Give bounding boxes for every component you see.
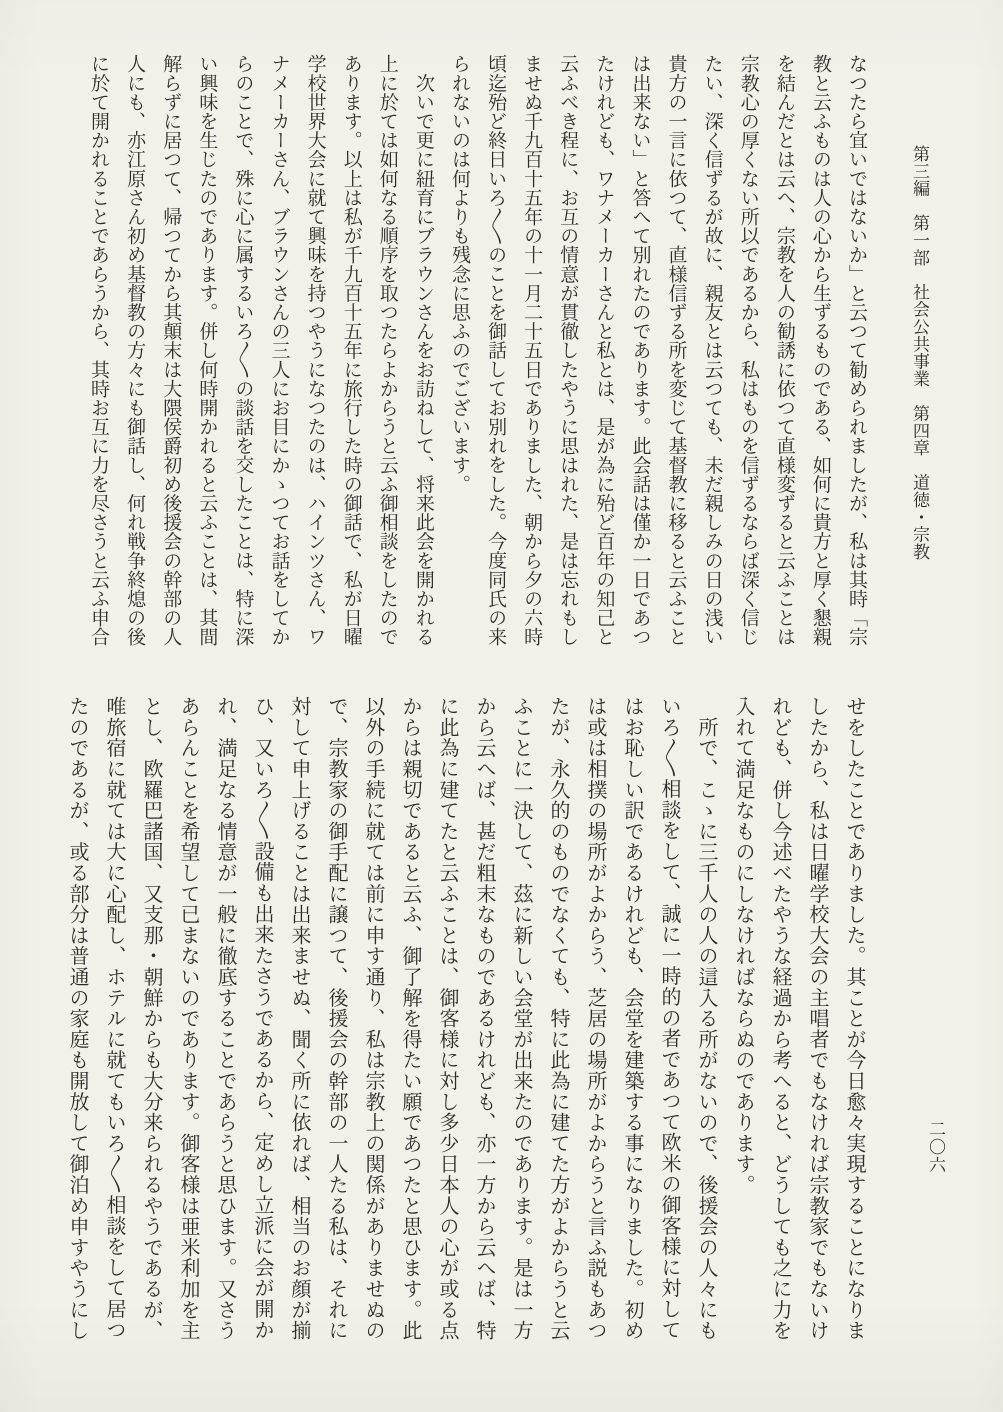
text-column: は或は相撲の場所がよからう、芝居の場所がよからうと言ふ説もあつ xyxy=(584,696,606,1341)
text-column: 解らずに居つて、帰つてから其顛末は大隈侯爵初め後援会の幹部の人 xyxy=(160,54,182,647)
text-column: 云ふべき程に、お互の情意が貫徹したやうに思はれた、是は忘れもし xyxy=(557,54,579,647)
text-column: 宗教心の厚くない所以であるから、私はものを信ずるならば深く信じ xyxy=(737,54,759,647)
text-column: は出来ない」と答へて別れたのであります。此会話は僅か一日であつ xyxy=(629,54,651,647)
text-column: ふことに一決して、茲に新しい会堂が出来たのであります。是は一方 xyxy=(510,696,532,1341)
text-column: い興味を生じたのであります。併し何時開かれると云ふことは、其間 xyxy=(196,54,218,647)
text-column: から云へば、甚だ粗末なものであるけれども、亦一方から云へば、特 xyxy=(473,696,495,1341)
text-column: らのことで、殊に心に属するいろ〱の談話を交したことは、特に深 xyxy=(232,54,254,646)
text-column: に於て開かれることであらうから、其時お互に力を尽さうと云ふ申合 xyxy=(88,54,110,647)
text-column: たけれども、ワナメーカーさんと私とは、是が為に殆ど百年の知己と xyxy=(593,54,615,647)
text-column: 頃迄殆ど終日いろ〱のことを御話してお別れをした。今度同氏の来 xyxy=(485,54,507,646)
text-column: はお恥しい訳であるけれども、会堂を建築する事になりました。初め xyxy=(621,696,643,1341)
text-column: ナメーカーさん、ブラウンさんの三人にお目にかゝつてお話をしてか xyxy=(268,54,290,647)
text-column: に此為に建てたと云ふことは、御客様に対し多少日本人の心が或る点 xyxy=(436,696,458,1341)
text-column: なつたら宜いではないか」と云つて勧められましたが、私は其時「宗 xyxy=(846,54,867,647)
text-column: 以外の手続に就ては前に申す通り、私は宗教上の関係がありませぬの xyxy=(362,696,384,1341)
text-column: 教と云ふものは人の心から生ずるものである、如何に貴方と厚く懇親 xyxy=(809,54,831,647)
text-column: とし、欧羅巴諸国、又支那・朝鮮からも大分来られるやうであるが、 xyxy=(140,696,162,1341)
text-column: たのであるが、或る部分は普通の家庭も開放して御泊め申すやうにし xyxy=(66,696,88,1341)
running-head: 第三編 第一部 社会公共事業 第四章 道徳・宗教 xyxy=(910,145,929,561)
text-column: 人にも、亦江原さん初め基督教の方々にも御話し、何れ戦争終熄の後 xyxy=(124,54,146,647)
text-column: られないのは何よりも残念に思ふのでございます。 xyxy=(448,54,470,494)
top-text-block xyxy=(78,54,874,650)
text-column: あらんことを希望して已まないのであります。御客様は亜米利加を主 xyxy=(177,696,199,1341)
text-column: ませぬ千九百十五年の十一月二十五日でありました、朝から夕の六時 xyxy=(521,54,543,647)
text-column: せをしたことでありました。其ことが今日愈々実現することになりま xyxy=(843,696,865,1341)
text-column: 所で、こゝに三千人の人の這入る所がないので、後援会の人々にも xyxy=(695,696,717,1341)
text-column: 次いで更に紐育にブラウンさんをお訪ねして、将来此会を開かれる xyxy=(412,54,434,647)
text-column: 学校世界大会に就て興味を持つやうになつたのは、ハインツさん、ワ xyxy=(304,54,326,647)
text-column: たい、深く信ずるが故に、親友とは云つても、未だ親しみの日の浅い xyxy=(701,54,723,647)
text-column: れども、併し今述べたやうな経過から考へると、どうしても之に力を xyxy=(769,696,791,1341)
text-column: で、宗教家の御手配に譲つて、後援会の幹部の一人たる私は、それに xyxy=(325,696,347,1341)
page-number: 二〇六 xyxy=(926,1120,945,1174)
text-column: あります。以上は私が千九百十五年に旅行した時の御話で、私が日曜 xyxy=(340,54,362,647)
text-column: からは親切であると云ふ、御了解を得たい願であつたと思ひます。此 xyxy=(399,696,421,1341)
text-column: れ、満足なる情意が一般に徹底することであらうと思ひます。又さう xyxy=(214,696,236,1341)
text-column: を結んだとは云へ、宗教を人の勧誘に依つて直様変ずると云ふことは xyxy=(773,54,795,647)
text-column: いろ〱相談をして、誠に一時的の者であつて欧米の御客様に対して xyxy=(658,696,680,1340)
text-column: 貴方の一言に依つて、直様信ずる所を変じて基督教に移ると云ふこと xyxy=(665,54,687,647)
bottom-text-block xyxy=(68,696,872,1348)
text-column: ひ、又いろ〱設備も出来たさうであるから、定めし立派に会が開か xyxy=(251,696,273,1340)
text-column: たが、永久的のものでなくても、特に此為に建てた方がよからうと云 xyxy=(547,696,569,1341)
text-column: 上に於ては如何なる順序を取つたらよからうと云ふ御相談をしたので xyxy=(376,54,398,647)
text-column: 入れて満足なものにしなければならぬのであります。 xyxy=(732,696,754,1196)
text-column: 唯旅宿に就ては大に心配し、ホテルに就てもいろ〱相談をして居つ xyxy=(103,696,125,1340)
text-column: 対して申上げることは出来ませぬ、聞く所に依れば、相当のお顔が揃 xyxy=(288,696,310,1341)
text-column: したから、私は日曜学校大会の主唱者でもなければ宗教家でもないけ xyxy=(806,696,828,1341)
